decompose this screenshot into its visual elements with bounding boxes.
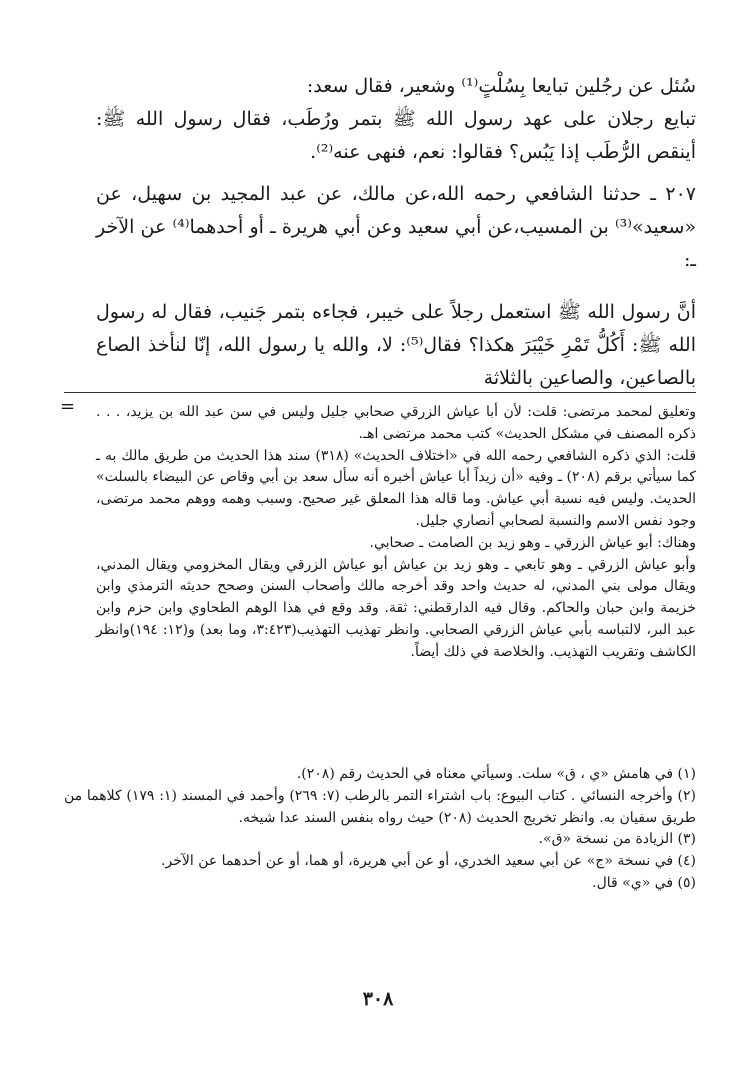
hadith-207-matn <box>96 296 696 395</box>
main-paragraph: سُئل عن رجُلين تبايعا بِسُلْتٍ⁽¹⁾ وشعير، فقال سعد: <box>306 75 696 97</box>
main-paragraph: ٢٠٧ ـ حدثنا الشافعي رحمه الله،عن مالك، عن عبد المجيد بن سهيل، عن «سعيد»⁽³⁾ بن المسيب،عن أبي سعيد وعن أبي هريرة ـ أو أحدهما⁽⁴⁾ عن الآخر ـ: <box>96 183 697 271</box>
footnote-divider <box>64 392 696 393</box>
footnote: (١) في هامش «ي ، ق» سلت. وسيأتي معناه في الحديث رقم (٢٠٨). <box>296 766 696 782</box>
footnote: (٢) وأخرجه النسائي . كتاب البيوع: باب اشتراء التمر بالرطب (٧: ٢٦٩) وأحمد في المسند (١: ١٧٩) كلاهما من طريق سفيان به. وانظر تخريج الحديث (٢٠٨) حيث رواه بنفس السند عدا شيخه. <box>64 787 696 826</box>
hadith-206-text <box>96 70 696 169</box>
note-paragraph: قلت: الذي ذكره الشافعي رحمه الله في «اختلاف الحديث» (٣١٨) سند هذا الحديث من طريق مالك به ـ كما سيأتي برقم (٢٠٨) ـ وفيه «أن زيداً أبا عياش أخبره أنه سأل سعد بن أبي وقاص عن البيضاء بالسلت» الحديث. وليس فيه نسبة أبي عياش. وما قاله هذا المعلق غير صحيح. وسبب وهمه ووهم محمد مرتضى، وجود نفس الاسم والنسبة لصحابي أنصاري جليل. <box>96 447 697 529</box>
note-paragraph: وتعليق لمحمد مرتضى: قلت: لأن أبا عياش الزرقي صحابي جليل وليس في سن عبد الله بن يزيد، . . . ذكره المصنف في مشكل الحديث» كتب محمد مرتضى اهـ. <box>96 404 696 442</box>
note-paragraph: وأبو عياش الزرقي ـ وهو تابعي ـ وهو زيد بن عياش أبو عياش الزرقي ويقال المخزومي ويقال المدني، ويقال مولى بني المدني، له حديث واحد وقد أخرجه مالك وأصحاب السنن وصحح حديثه الترمذي وابن خزيمة وابن حبان والحاكم. وقال فيه الدارقطني: ثقة. وقد وقع في هذا الوهم الطحاوي وابن حزم وابن عبد البر، لالتباسه بأبي عياش الزرقي الصحابي. وانظر تهذيب التهذيب(٣:٤٢٣، وما بعد) و(١٢: ١٩٤)وانظر الكاشف وتقريب التهذيب. والخلاصة في ذلك أيضاً. <box>96 556 697 660</box>
note-paragraph: وهناك: أبو عياش الزرقي ـ وهو زيد بن الصامت ـ صحابي. <box>369 534 696 551</box>
footnotes <box>64 764 696 895</box>
hadith-207-isnad <box>96 178 696 277</box>
main-paragraph: تبايع رجلان على عهد رسول الله ﷺ بتمر ورُطَب، فقال رسول الله ﷺ: أينقص الرُّطَب إذا يَبُس؟ فقالوا: نعم، فنهى عنه⁽²⁾. <box>96 108 696 163</box>
main-paragraph: أنَّ رسول الله ﷺ استعمل رجلاً على خيبر، فجاءه بتمر جَنيب، فقال له رسول الله ﷺ: أَكُلُّ تَمْرِ خَيْبَرَ هكذا؟ فقال⁽⁵⁾: لا، والله يا رسول الله، إنّا لنأخذ الصاع بالصاعين، والصاعين بالثلاثة <box>96 301 696 389</box>
footnote: (٣) الزيادة من نسخة «ق». <box>538 831 696 848</box>
commentary-notes <box>96 402 696 664</box>
continuation-mark: = <box>60 396 76 417</box>
footnote: (٥) في «ي» قال. <box>592 874 696 891</box>
footnote: (٤) في نسخة «ج» عن أبي سعيد الخدري، أو عن أبي هريرة، أو هما، أو عن أحدهما عن الآخر. <box>161 853 696 870</box>
page-number: ٣٠٨ <box>362 988 394 1010</box>
